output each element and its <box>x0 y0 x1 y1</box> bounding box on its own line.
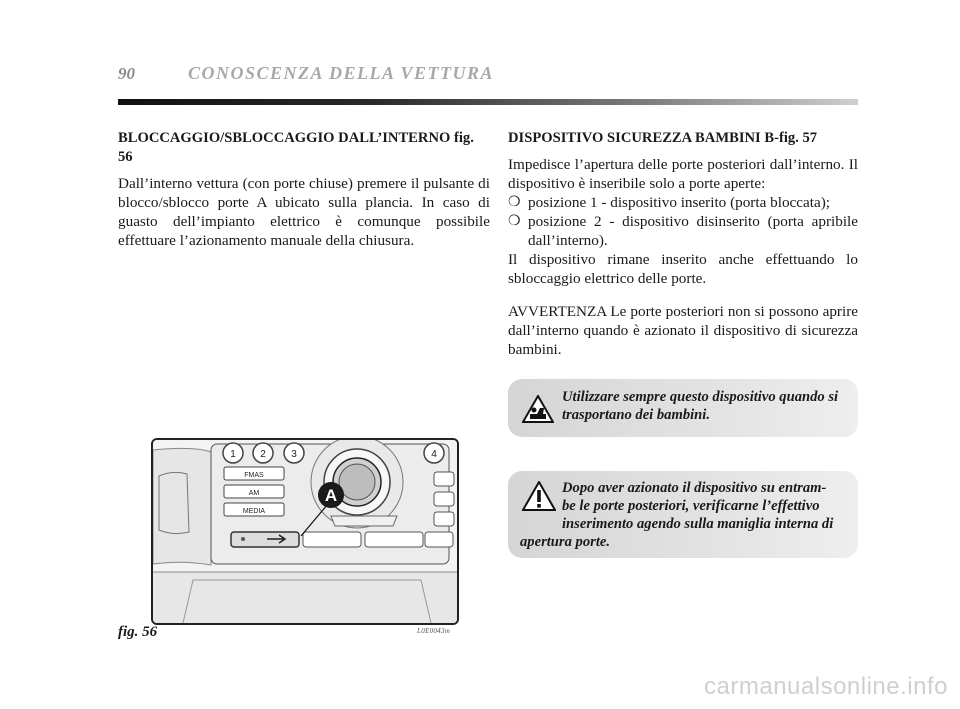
warning-paragraph: AVVERTENZA Le porte posteriori non si possono aprire dall’interno quando è azionato il dispositivo di sicurezza bambini. <box>508 303 858 358</box>
watermark: carmanualsonline.info <box>704 673 948 700</box>
list-item <box>508 212 858 250</box>
preset-button-label: 1 <box>230 449 236 460</box>
left-heading: BLOCCAGGIO/SBLOCCAGGIO DALL’INTERNO fig. 56 <box>118 130 474 165</box>
info-box-2-line: inserimento agendo sulla maniglia interna di <box>562 516 834 532</box>
list-item <box>508 193 858 212</box>
callout-letter: A <box>324 486 338 505</box>
info-box-1-text: Utilizzare sempre questo dispositivo quando si trasportano dei bambini. <box>562 389 839 423</box>
figure-code: L0E0043m <box>417 627 451 635</box>
child-seat-warning-icon <box>522 395 554 428</box>
note-paragraph: Il dispositivo rimane inserito anche effettuando lo sbloccaggio elettrico delle porte. <box>508 251 858 287</box>
radio-button-label: FMAS <box>244 472 264 479</box>
right-heading: DISPOSITIVO SICUREZZA BAMBINI B-fig. 57 <box>508 130 818 146</box>
bullet-marker: ❍ <box>508 214 521 229</box>
left-column <box>118 129 490 250</box>
header-rule <box>118 99 858 105</box>
figure-56 <box>151 438 459 625</box>
info-box-2-line: Dopo aver azionato il dispositivo su entram- <box>562 480 827 496</box>
preset-button-label: 4 <box>431 449 437 460</box>
radio-button-label: AM <box>248 490 260 497</box>
info-box-verify <box>508 471 858 558</box>
left-paragraph: Dall’interno vettura (con porte chiuse) premere il pulsante di blocco/sblocco porte A ubicato sulla plancia. In caso di guasto dell’impianto elettrico è comunque possibile effettuare l’azionamento manuale della chiusura. <box>118 175 490 249</box>
info-box-2-line: apertura porte. <box>520 534 610 550</box>
page-number: 90 <box>118 64 135 83</box>
info-box-2-text <box>520 479 852 551</box>
list-item-text: posizione 2 - dispositivo disinserito (porta apribile dall’interno). <box>528 213 858 249</box>
list-item-text: posizione 1 - dispositivo inserito (porta bloccata); <box>528 194 830 211</box>
preset-button-label: 2 <box>260 449 266 460</box>
intro-paragraph: Impedisce l’apertura delle porte posteriori dall’interno. Il dispositivo è inseribile solo a porte aperte: <box>508 156 858 192</box>
position-list <box>508 193 858 250</box>
dashboard-illustration <box>153 440 457 623</box>
info-box-child-safety <box>508 379 858 437</box>
section-title: CONOSCENZA DELLA VETTURA <box>188 63 495 83</box>
info-box-2-line: be le porte posteriori, verificarne l’effettivo <box>562 498 820 514</box>
right-column <box>508 129 858 359</box>
preset-button-label: 3 <box>291 449 297 460</box>
radio-button-label: MEDIA <box>242 508 266 515</box>
bullet-marker: ❍ <box>508 195 521 210</box>
figure-label: fig. 56 <box>118 624 158 640</box>
